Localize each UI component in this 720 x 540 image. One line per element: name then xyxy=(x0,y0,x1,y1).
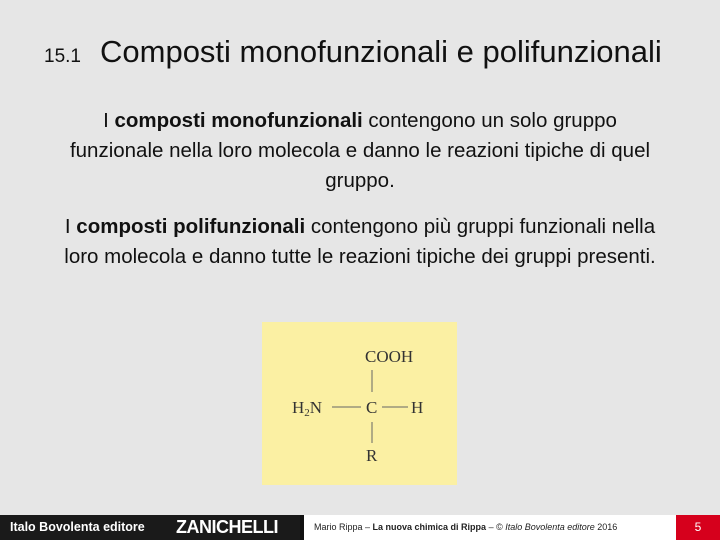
amino-acid-formula xyxy=(262,322,457,485)
section-number: 15.1 xyxy=(44,46,81,67)
slide-title: Composti monofunzionali e polifunzionali xyxy=(100,34,662,69)
credit-bar xyxy=(304,515,676,540)
formula-top-group: COOH xyxy=(365,347,414,366)
credit-edition: Italo Bovolenta editore xyxy=(505,522,595,532)
credit-author: Mario Rippa – xyxy=(314,522,373,532)
brand-logo: ZANICHELLI xyxy=(176,517,278,537)
structural-formula-diagram xyxy=(262,322,457,485)
paragraph-monofunctional xyxy=(60,106,660,196)
credit-text xyxy=(314,522,617,532)
formula-bottom-group: R xyxy=(366,446,378,465)
credit-book: La nuova chimica di Rippa xyxy=(372,522,487,532)
footer-bar xyxy=(0,515,720,540)
formula-left-group xyxy=(292,398,322,419)
term-polyfunctional: composti polifunzionali xyxy=(76,215,306,238)
credit-year: 2016 xyxy=(594,522,618,532)
formula-left-atom: N xyxy=(309,398,323,417)
paragraph-body: contengono più gruppi funzionali nella loro molecola e danno tutte le reazioni tipiche dei gruppi presenti. xyxy=(64,215,656,268)
formula-center-atom: C xyxy=(366,398,378,417)
formula-left-subscript: 2 xyxy=(304,407,310,419)
formula-right-group: H xyxy=(411,398,424,417)
formula-left-h: H xyxy=(292,398,305,417)
page-number: 5 xyxy=(676,515,720,540)
paragraph-body: contengono un solo gruppo funzionale nella loro molecola e danno le reazioni tipiche di quel gruppo. xyxy=(69,109,651,192)
publisher-banner xyxy=(0,515,300,540)
publisher-name: Italo Bovolenta editore xyxy=(10,520,145,534)
credit-separator: – © xyxy=(486,522,506,532)
term-monofunctional: composti monofunzionali xyxy=(114,109,363,132)
paragraph-prefix: I xyxy=(64,215,77,238)
paragraph-prefix: I xyxy=(103,109,115,132)
paragraph-polyfunctional xyxy=(60,212,660,272)
